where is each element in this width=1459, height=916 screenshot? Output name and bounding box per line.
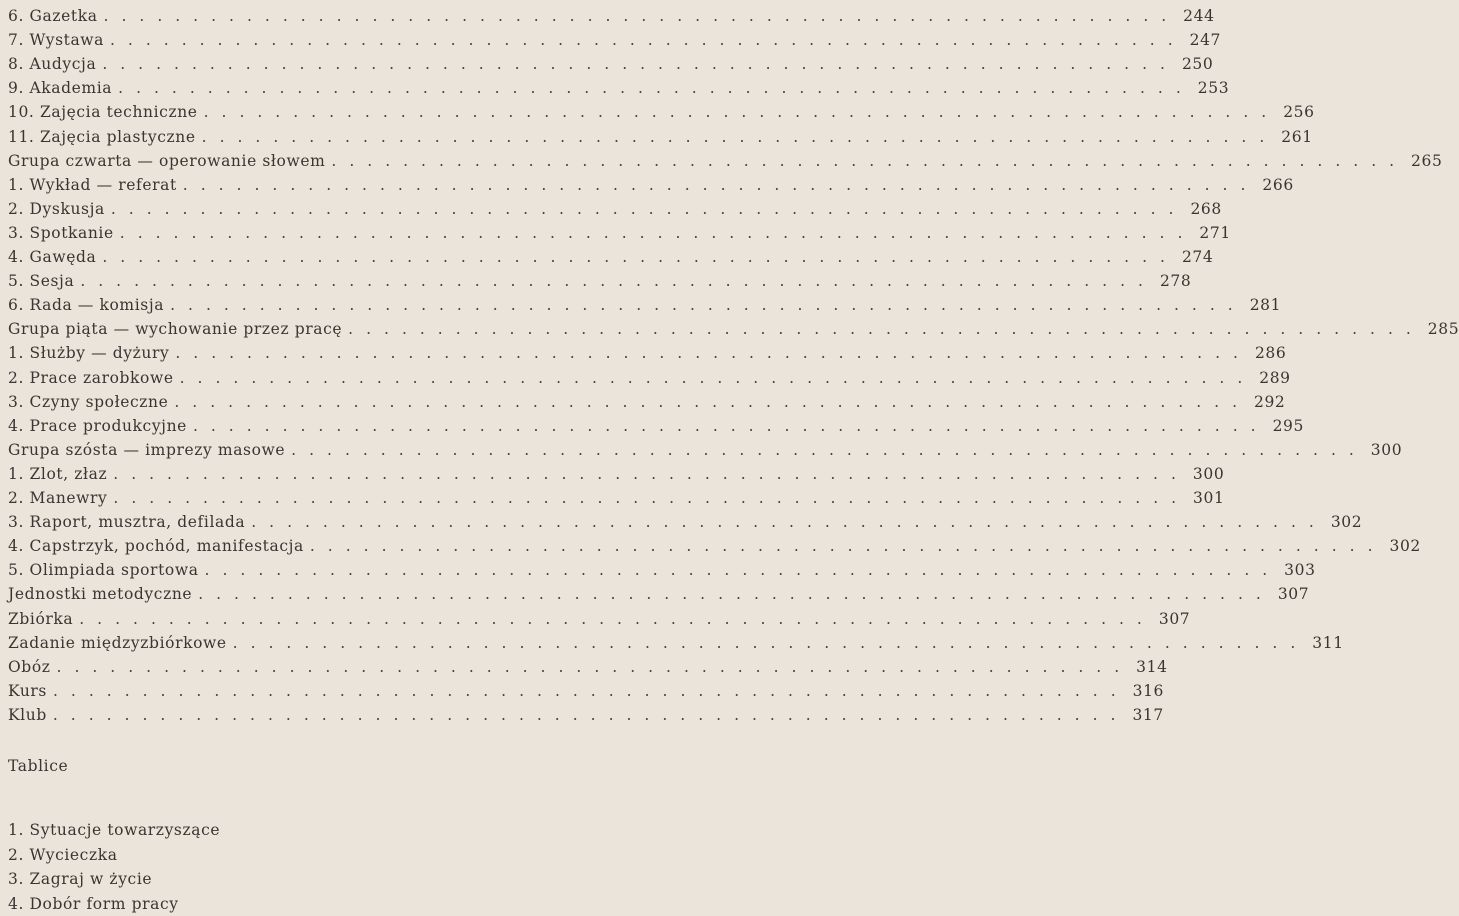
- toc-entry: [8, 173, 1294, 197]
- toc-entry-title: Obóz: [8, 657, 51, 676]
- toc-entry: [8, 631, 1344, 655]
- toc-entry: [8, 390, 1286, 414]
- toc-entry: [8, 269, 1192, 293]
- toc-entry-title: Klub: [8, 705, 47, 724]
- toc-entry-title: 2. Manewry: [8, 489, 108, 507]
- toc-entry-title: 11. Zajęcia plastyczne: [8, 127, 196, 146]
- toc-entry-page: 268: [1190, 199, 1222, 218]
- dot-leader: ............................................................: [203, 103, 1280, 122]
- toc-entry: [8, 341, 1287, 365]
- toc-entry-title: 1. Wykład — referat: [8, 175, 177, 194]
- toc-entry-title: 3. Czyny społeczne: [8, 392, 169, 411]
- toc-entry-title: 10. Zajęcia techniczne: [8, 103, 198, 122]
- toc-entry-page: 250: [1181, 55, 1214, 74]
- toc-entry-title: 4. Gawęda: [8, 248, 97, 266]
- dot-leader: ............................................................: [232, 633, 1309, 652]
- toc-entry: [8, 366, 1291, 390]
- toc-entry-title: 4. Prace produkcyjne: [8, 416, 187, 435]
- dot-leader: ............................................................: [309, 537, 1386, 556]
- dot-leader: ............................................................: [119, 223, 1196, 242]
- toc-entry-page: 265: [1411, 151, 1443, 170]
- toc-entry-page: 261: [1281, 127, 1313, 146]
- dot-leader: ............................................................: [113, 464, 1189, 483]
- toc-entry-title: Grupa piąta — wychowanie przez pracę: [8, 320, 343, 339]
- toc-entry: [8, 317, 1459, 341]
- dot-leader: ............................................................: [174, 392, 1250, 411]
- toc-entry: [8, 28, 1222, 52]
- dot-leader: ............................................................: [79, 609, 1155, 628]
- tables-list-item: 4. Dobór form pracy: [8, 894, 179, 913]
- toc-entry: [8, 125, 1313, 149]
- dot-leader: ............................................................: [175, 344, 1251, 363]
- dot-leader: ............................................................: [198, 585, 1274, 604]
- toc-entry-page: 289: [1259, 368, 1291, 387]
- toc-entry: [8, 703, 1164, 727]
- toc-entry-title: 4. Capstrzyk, pochód, manifestacja: [8, 537, 304, 556]
- toc-entry-title: 9. Akademia: [8, 79, 113, 98]
- toc-entry-page: 301: [1193, 489, 1225, 507]
- dot-leader: ............................................................: [192, 416, 1269, 435]
- toc-entry: [8, 558, 1316, 582]
- toc-entry-page: 292: [1254, 392, 1286, 411]
- toc-entry: [8, 245, 1214, 269]
- dot-leader: ............................................................: [52, 705, 1129, 724]
- toc-entry-page: 271: [1199, 223, 1231, 242]
- toc-entry-page: 302: [1389, 537, 1421, 556]
- toc-entry: [8, 655, 1168, 679]
- toc-entry-page: 300: [1370, 440, 1403, 459]
- toc-entry-page: 285: [1427, 320, 1459, 339]
- toc-entry-page: 281: [1249, 296, 1282, 315]
- tables-heading: Tablice: [8, 757, 69, 775]
- toc-entry-page: 314: [1136, 657, 1168, 676]
- toc-entry: [8, 4, 1215, 28]
- dot-leader: ............................................................: [102, 248, 1178, 266]
- toc-entry-page: 256: [1283, 103, 1315, 122]
- toc-entry-page: 311: [1312, 633, 1344, 652]
- toc-entry-page: 307: [1277, 585, 1310, 604]
- toc-entry: [8, 414, 1304, 438]
- toc-entry: [8, 679, 1165, 703]
- dot-leader: ............................................................: [110, 199, 1187, 218]
- dot-leader: ............................................................: [179, 368, 1256, 387]
- toc-entry-title: 6. Rada — komisja: [8, 296, 165, 315]
- tables-list-item: 1. Sytuacje towarzyszące: [8, 821, 221, 839]
- dot-leader: ............................................................: [56, 657, 1133, 676]
- toc-entry-page: 253: [1197, 79, 1230, 98]
- toc-entry-title: 8. Audycja: [8, 55, 97, 74]
- dot-leader: ............................................................: [291, 440, 1367, 459]
- toc-entry: [8, 534, 1421, 558]
- dot-leader: ............................................................: [110, 31, 1186, 50]
- toc-entry-title: 1. Zlot, złaz: [8, 464, 108, 483]
- toc-entry-page: 266: [1262, 175, 1294, 194]
- toc-entry-title: 5. Olimpiada sportowa: [8, 561, 199, 580]
- dot-leader: ............................................................: [118, 79, 1194, 98]
- dot-leader: ............................................................: [348, 320, 1424, 339]
- toc-entry: [8, 197, 1222, 221]
- toc-entry-title: 3. Spotkanie: [8, 223, 114, 242]
- toc-entry-title: 1. Służby — dyżury: [8, 344, 170, 363]
- toc-entry-title: 6. Gazetka: [8, 7, 98, 25]
- toc-entry-page: 278: [1159, 272, 1192, 291]
- dot-leader: ............................................................: [80, 272, 1156, 291]
- toc-entry-title: Jednostki metodyczne: [8, 585, 193, 604]
- toc-entry-title: 5. Sesja: [8, 272, 75, 291]
- toc-entry: [8, 293, 1282, 317]
- toc-entry-title: Zadanie międzyzbiórkowe: [8, 633, 227, 652]
- toc-entry: [8, 486, 1225, 510]
- toc-entry-page: 247: [1189, 31, 1222, 50]
- toc-entry-page: 300: [1192, 464, 1225, 483]
- dot-leader: ............................................................: [102, 55, 1178, 74]
- toc-entry: [8, 52, 1214, 76]
- toc-entry: [8, 438, 1403, 462]
- toc-entry-page: 274: [1181, 248, 1214, 266]
- toc-entry: [8, 100, 1315, 124]
- toc-entry: [8, 510, 1363, 534]
- toc-entry-page: 303: [1284, 561, 1316, 580]
- toc-entry-title: Kurs: [8, 681, 47, 700]
- toc-entry-title: 7. Wystawa: [8, 31, 104, 50]
- toc-entry-title: Grupa czwarta — operowanie słowem: [8, 151, 326, 170]
- toc-entry: [8, 76, 1230, 100]
- toc-entry-page: 307: [1158, 609, 1191, 628]
- toc-entry-title: 2. Dyskusja: [8, 199, 105, 218]
- toc-entry-page: 286: [1254, 344, 1287, 363]
- dot-leader: ............................................................: [103, 7, 1180, 25]
- dot-leader: ............................................................: [182, 175, 1259, 194]
- toc-entry: [8, 149, 1443, 173]
- tables-list-item: 2. Wycieczka: [8, 845, 118, 864]
- toc-entry-page: 295: [1272, 416, 1304, 435]
- dot-leader: ............................................................: [201, 127, 1278, 146]
- tables-list-item: 3. Zagraj w życie: [8, 870, 153, 888]
- dot-leader: ............................................................: [170, 296, 1246, 315]
- toc-entry-title: 3. Raport, musztra, defilada: [8, 513, 246, 532]
- toc-entry-page: 316: [1132, 681, 1165, 700]
- dot-leader: ............................................................: [204, 561, 1281, 580]
- toc-entry: [8, 221, 1231, 245]
- dot-leader: ............................................................: [53, 681, 1129, 700]
- toc-entry-title: Grupa szósta — imprezy masowe: [8, 440, 286, 459]
- dot-leader: ............................................................: [331, 151, 1408, 170]
- toc-entry-title: 2. Prace zarobkowe: [8, 368, 174, 387]
- toc-entry-page: 317: [1132, 705, 1164, 724]
- toc-entry: [8, 607, 1191, 631]
- toc-entry-page: 302: [1330, 513, 1363, 532]
- dot-leader: ............................................................: [251, 513, 1327, 532]
- toc-entry-title: Zbiórka: [8, 609, 74, 628]
- toc-entry: [8, 462, 1225, 486]
- toc-entry-page: 244: [1183, 7, 1215, 25]
- toc-entry: [8, 582, 1310, 606]
- dot-leader: ............................................................: [113, 489, 1190, 507]
